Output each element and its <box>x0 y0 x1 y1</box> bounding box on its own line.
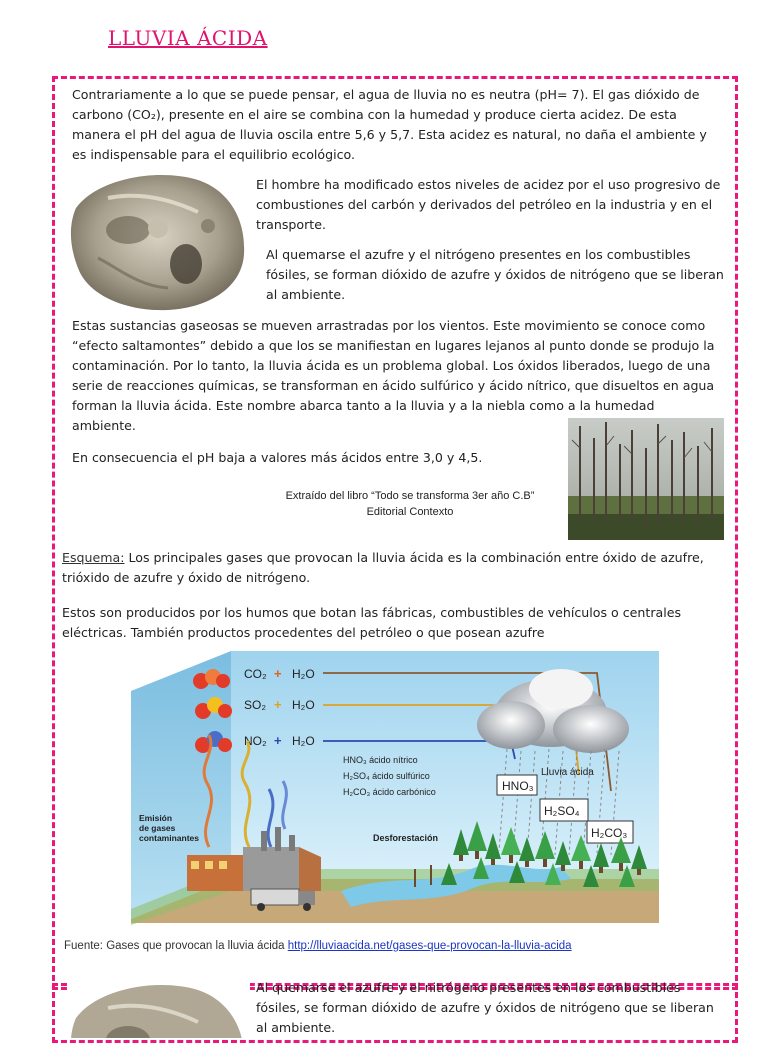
acid-carbonic-label: H₂CO₃ ácido carbónico <box>343 787 436 797</box>
gargoyle-erosion-image <box>68 168 250 312</box>
eq-so2: SO₂ <box>244 698 266 712</box>
book-credit-title: Extraído del libro “Todo se transforma 3er año C.B” <box>285 490 535 502</box>
eq-plus-3: + <box>274 733 282 748</box>
transport-paragraph: Estas sustancias gaseosas se mueven arrastradas por los vientos. Este movimiento se conoce como “efecto saltamontes” debido a que los se manifiestan en lugares lejanos al punto donde se produjo la contaminación. Por lo tanto, la lluvia ácida es un problema global. Los óxidos liberados, luego de una serie de reacciones químicas, se transforman en ácido sulfúrico y ácido nítrico, que disueltos en agua forman la lluvia ácida. Este nombre abarca tanto a la lluvia y a la niebla como a la humedad ambiente. <box>72 318 715 433</box>
ph-paragraph: En consecuencia el pH baja a valores más ácidos entre 3,0 y 4,5. <box>72 450 483 465</box>
h2co3-box-label: H₂CO₃ <box>591 826 628 840</box>
source-citation <box>64 940 572 952</box>
dead-forest-image <box>568 418 724 540</box>
eq-plus-2: + <box>274 697 282 712</box>
esquema-text: Los principales gases que provocan la lluvia ácida es la combinación entre óxido de azufre, trióxido de azufre y óxido de nitrógeno. <box>62 550 704 585</box>
eq-h2o-2: H₂O <box>292 698 315 712</box>
emission-label-3: contaminantes <box>139 833 199 843</box>
diagram-back-wall <box>231 651 659 879</box>
gargoyle-erosion-image-repeat <box>68 978 250 1038</box>
acid-rain-label: Lluvia ácida <box>541 767 594 778</box>
eq-no2: NO₂ <box>244 734 267 748</box>
esquema-paragraph <box>62 548 728 588</box>
esquema-label: Esquema: <box>62 550 125 565</box>
page-title: LLUVIA ÁCIDA <box>108 26 268 50</box>
acid-sulfuric-label: H₂SO₄ ácido sulfúrico <box>343 771 430 781</box>
emission-label-1: Emisión <box>139 813 173 823</box>
hno3-box-label: HNO₃ <box>502 779 534 793</box>
eq-h2o-3: H₂O <box>292 734 315 748</box>
h2so4-box-label: H₂SO₄ <box>544 804 580 818</box>
source-label: Fuente: Gases que provocan la lluvia ácida <box>64 940 288 952</box>
book-credit-publisher: Editorial Contexto <box>366 506 454 518</box>
acid-rain-diagram <box>131 651 665 925</box>
deforestation-label: Desforestación <box>373 833 439 843</box>
human-impact-paragraph: El hombre ha modificado estos niveles de acidez por el uso progresivo de combustiones del carbón y derivados del petróleo en la industria y en el transporte. <box>256 177 721 232</box>
sources-paragraph: Estos son producidos por los humos que botan las fábricas, combustibles de vehículos o centrales eléctricas. También productos procedentes del petróleo o que posean azufre <box>62 605 682 640</box>
eq-co2: CO₂ <box>244 667 267 681</box>
intro-paragraph: Contrariamente a lo que se puede pensar, el agua de lluvia no es neutra (pH= 7). El gas dióxido de carbono (CO₂), presente en el aire se combina con la humedad y produce cierta acidez. De esta manera el pH del agua de lluvia oscila entre 5,6 y 5,7. Esta acidez es natural, no daña el ambiente y es indispensable para el equilibrio ecológico. <box>72 87 707 162</box>
combustion-paragraph-repeat: Al quemarse el azufre y el nitrógeno presentes en los combustibles fósiles, se forman dióxido de azufre y óxidos de nitrógeno que se liberan al ambiente. <box>256 980 714 1035</box>
combustion-paragraph: Al quemarse el azufre y el nitrógeno presentes en los combustibles fósiles, se forman dióxido de azufre y óxidos de nitrógeno que se liberan al ambiente. <box>266 247 724 302</box>
book-credit <box>240 488 580 520</box>
emission-label-2: de gases <box>139 823 176 833</box>
acid-nitric-label: HNO₃ ácido nítrico <box>343 755 418 765</box>
source-link[interactable]: http://lluviaacida.net/gases-que-provocan-la-lluvia-acida <box>287 940 572 952</box>
eq-h2o-1: H₂O <box>292 667 315 681</box>
eq-plus-1: + <box>274 666 282 681</box>
